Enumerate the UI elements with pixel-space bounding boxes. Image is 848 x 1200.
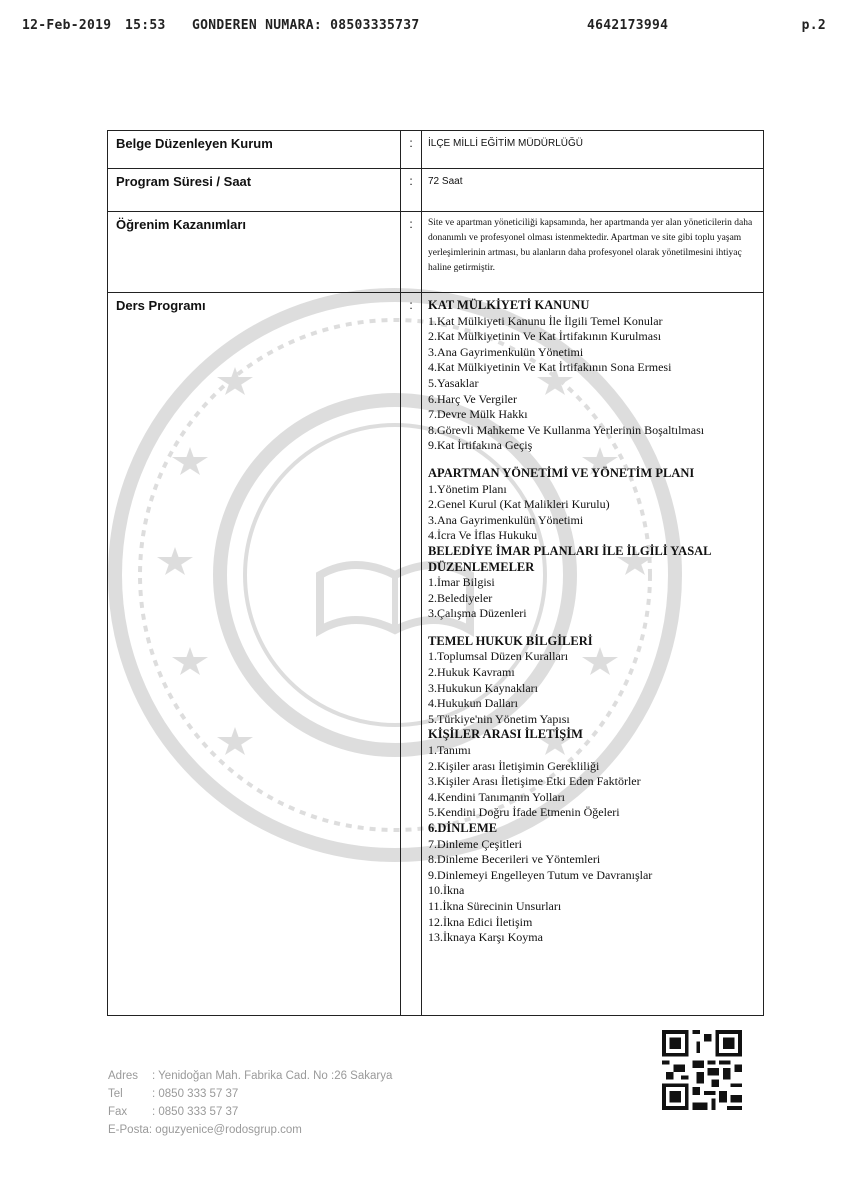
footer-email: [108, 1121, 392, 1139]
tel-label: Tel: [108, 1088, 123, 1100]
fax-header: [22, 18, 826, 38]
section-title: 6.DİNLEME: [428, 821, 498, 835]
list-item: 9.Kat İrtifakına Geçiş: [428, 438, 533, 453]
outcomes-label: Öğrenim Kazanımları: [108, 212, 401, 293]
list-item: 4.Hukukun Dalları: [428, 696, 518, 711]
institution-colon: :: [401, 131, 422, 169]
list-item: 1.Toplumsal Düzen Kuralları: [428, 649, 569, 664]
curriculum-colon: :: [401, 293, 422, 1016]
list-item: 3.Hukukun Kaynakları: [428, 680, 538, 695]
list-item: 4.Kat Mülkiyetinin Ve Kat İrtifakının Sona Ermesi: [428, 360, 672, 375]
section-apartman: [428, 466, 757, 544]
footer-fax: [108, 1103, 392, 1121]
section-title: BELEDİYE İMAR PLANLARI İLE İLGİLİ YASAL DÜZENLEMELER: [428, 543, 711, 574]
list-item: 7.Dinleme Çeşitleri: [428, 836, 522, 851]
document-table: [107, 130, 764, 1016]
list-item: 2.Kişiler arası İletişimin Gerekliliği: [428, 758, 600, 773]
address-value: : Yenidoğan Mah. Fabrika Cad. No :26 Sakarya: [152, 1070, 393, 1082]
section-kat-mulkiyeti: [428, 298, 757, 454]
footer-tel: [108, 1085, 392, 1103]
fax-receiver-number: 4642173994: [587, 18, 669, 33]
list-item: 12.İkna Edici İletişim: [428, 914, 533, 929]
list-item: 8.Görevli Mahkeme Ve Kullanma Yerlerinin Boşaltılması: [428, 422, 705, 437]
list-item: 3.Ana Gayrimenkulün Yönetimi: [428, 344, 584, 359]
section-hukuk: [428, 634, 757, 728]
list-item: 4.İcra Ve İflas Hukuku: [428, 528, 538, 543]
list-item: 8.Dinleme Becerileri ve Yöntemleri: [428, 852, 601, 867]
list-item: 1.Yönetim Planı: [428, 481, 507, 496]
list-item: 5.Türkiye'nin Yönetim Yapısı: [428, 711, 570, 726]
fax-time: 15:53: [125, 18, 166, 33]
duration-label: Program Süresi / Saat: [108, 169, 401, 212]
duration-value: 72 Saat: [428, 176, 463, 187]
footer-contact: [108, 1067, 392, 1139]
email-value: : oguzyenice@rodosgrup.com: [148, 1124, 302, 1136]
section-imar: [428, 544, 757, 622]
tel-value: : 0850 333 57 37: [152, 1088, 239, 1100]
list-item: 1.Tanımı: [428, 743, 471, 758]
section-title: TEMEL HUKUK BİLGİLERİ: [428, 633, 593, 648]
list-item: 2.Belediyeler: [428, 590, 493, 605]
list-item: 3.Ana Gayrimenkulün Yönetimi: [428, 512, 584, 527]
list-item: 5.Yasaklar: [428, 375, 479, 390]
section-iletisim: [428, 727, 757, 821]
section-title: APARTMAN YÖNETİMİ VE YÖNETİM PLANI: [428, 465, 695, 480]
list-item: 4.Kendini Tanımanın Yolları: [428, 789, 565, 804]
row-duration: [108, 169, 764, 212]
outcomes-colon: :: [401, 212, 422, 293]
list-item: 3.Kişiler Arası İletişime Etki Eden Faktörler: [428, 774, 641, 789]
row-curriculum: [108, 293, 764, 1016]
list-item: 9.Dinlemeyi Engelleyen Tutum ve Davranışlar: [428, 867, 653, 882]
fax-label: Fax: [108, 1106, 128, 1118]
list-item: 10.İkna: [428, 883, 465, 898]
curriculum-list: [428, 297, 757, 946]
list-item: 1.İmar Bilgisi: [428, 575, 495, 590]
section-dinleme: [428, 821, 757, 946]
institution-label: Belge Düzenleyen Kurum: [108, 131, 401, 169]
list-item: 13.İknaya Karşı Koyma: [428, 930, 543, 945]
fax-sender-number: GONDEREN NUMARA: 08503335737: [192, 18, 420, 33]
curriculum-label: Ders Programı: [108, 293, 401, 1016]
fax-date: 12-Feb-2019: [22, 18, 112, 33]
row-institution: [108, 131, 764, 169]
institution-value: İLÇE MİLLİ EĞİTİM MÜDÜRLÜĞÜ: [428, 138, 584, 149]
list-item: 2.Genel Kurul (Kat Malikleri Kurulu): [428, 497, 610, 512]
email-label: E-Posta: [108, 1124, 149, 1136]
duration-colon: :: [401, 169, 422, 212]
list-item: 11.İkna Sürecinin Unsurları: [428, 898, 562, 913]
qr-code-icon: [662, 1030, 742, 1110]
section-title: KAT MÜLKİYETİ KANUNU: [428, 298, 590, 312]
section-title: KİŞİLER ARASI İLETİŞİM: [428, 727, 583, 742]
list-item: 7.Devre Mülk Hakkı: [428, 407, 528, 422]
list-item: 5.Kendini Doğru İfade Etmenin Öğeleri: [428, 805, 620, 820]
outcomes-value: Site ve apartman yöneticiliği kapsamında, her apartmanda yer alan yöneticilerin daha donanımlı ve profesyonel olması istenmektedir. Apartman ve site gibi toplu yaşam yerleşimlerinin artması, bu alanların daha profesyonel olarak yönetilmesini ihtiyaç haline getirmiştir.: [428, 218, 753, 273]
list-item: 1.Kat Mülkiyeti Kanunu İle İlgili Temel Konular: [428, 313, 663, 328]
footer-address: [108, 1067, 392, 1085]
list-item: 2.Hukuk Kavramı: [428, 665, 515, 680]
address-label: Adres: [108, 1070, 139, 1082]
list-item: 6.Harç Ve Vergiler: [428, 391, 517, 406]
fax-page-number: p.2: [801, 18, 826, 33]
list-item: 3.Çalışma Düzenleri: [428, 606, 527, 621]
list-item: 2.Kat Mülkiyetinin Ve Kat İrtifakının Kurulması: [428, 329, 662, 344]
fax-value: : 0850 333 57 37: [152, 1106, 239, 1118]
row-outcomes: [108, 212, 764, 293]
